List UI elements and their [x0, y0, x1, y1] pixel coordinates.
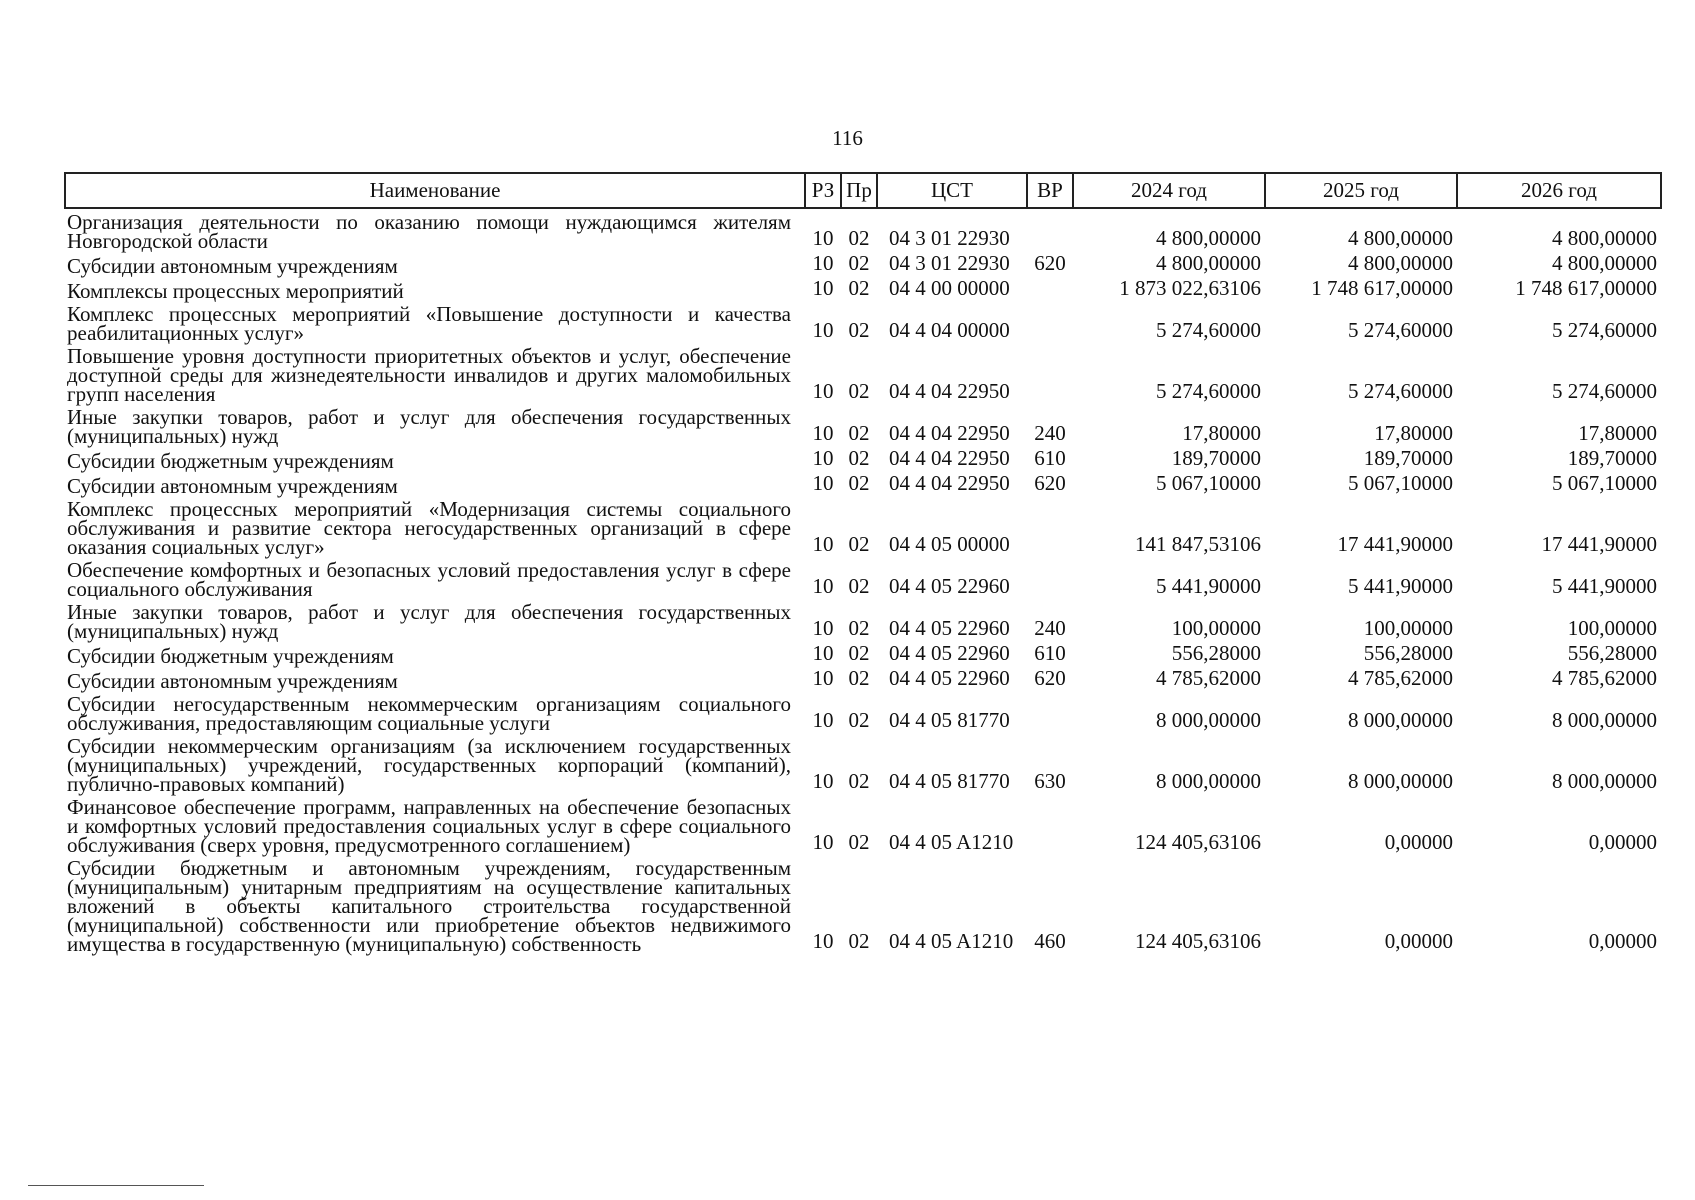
row-2024: 556,28000 [1171, 641, 1261, 665]
row-vr [1027, 557, 1073, 599]
table-row [65, 557, 1661, 599]
row-cst: 04 4 00 00000 [889, 276, 1010, 300]
row-rz: 10 [812, 769, 834, 793]
row-cst: 04 4 05 A1210 [889, 929, 1014, 953]
row-rz: 10 [812, 251, 834, 275]
table-row [65, 471, 1661, 496]
row-vr: 620 [1034, 666, 1066, 690]
table-row [65, 446, 1661, 471]
row-2026: 0,00000 [1588, 929, 1657, 953]
row-rz: 10 [812, 929, 834, 953]
row-2025: 0,00000 [1384, 830, 1453, 854]
row-2024: 124 405,63106 [1135, 830, 1261, 854]
row-2025: 1 748 617,00000 [1311, 276, 1453, 300]
row-rz: 10 [812, 616, 834, 640]
header-pr: Пр [841, 173, 877, 208]
table-row [65, 208, 1661, 251]
row-2024: 5 274,60000 [1156, 379, 1261, 403]
row-pr: 02 [848, 446, 870, 470]
row-cst: 04 4 04 00000 [889, 318, 1010, 342]
table-row [65, 301, 1661, 343]
row-name: Комплекс процессных мероприятий «Повышение доступности и качества реабилитационных услуг» [67, 302, 791, 345]
row-name: Повышение уровня доступности приоритетных объектов и услуг, обеспечение доступной среды для жизнедеятельности инвалидов и других маломобильных групп населения [67, 344, 791, 406]
row-2025: 5 274,60000 [1348, 379, 1453, 403]
table-row [65, 641, 1661, 666]
page-number: 116 [832, 126, 863, 150]
row-2025: 17,80000 [1374, 421, 1453, 445]
row-vr: 240 [1034, 616, 1066, 640]
row-rz: 10 [812, 830, 834, 854]
row-pr: 02 [848, 666, 870, 690]
row-2026: 8 000,00000 [1552, 769, 1657, 793]
table-header [65, 173, 1661, 208]
row-vr: 620 [1034, 251, 1066, 275]
row-2026: 4 800,00000 [1552, 226, 1657, 250]
row-2025: 5 274,60000 [1348, 318, 1453, 342]
table-row [65, 496, 1661, 557]
header-rz: РЗ [805, 173, 841, 208]
row-cst: 04 4 05 22960 [889, 616, 1010, 640]
row-pr: 02 [848, 532, 870, 556]
row-name: Субсидии автономным учреждениям [67, 474, 398, 498]
row-cst: 04 4 05 22960 [889, 641, 1010, 665]
row-rz: 10 [812, 532, 834, 556]
row-name: Субсидии некоммерческим организациям (за исключением государственных (муниципальных) учреждений, государственных корпораций (компаний), публично-правовых компаний) [67, 734, 791, 796]
row-rz: 10 [812, 318, 834, 342]
header-cst: ЦСТ [877, 173, 1027, 208]
row-name: Субсидии негосударственным некоммерческим организациям социального обслуживания, предоставляющим социальные услуги [67, 692, 791, 735]
row-2026: 17 441,90000 [1541, 532, 1657, 556]
row-2024: 124 405,63106 [1135, 929, 1261, 953]
header-2025: 2025 год [1265, 173, 1457, 208]
row-2026: 100,00000 [1567, 616, 1657, 640]
row-pr: 02 [848, 769, 870, 793]
row-2026: 5 274,60000 [1552, 318, 1657, 342]
row-pr: 02 [848, 379, 870, 403]
row-pr: 02 [848, 421, 870, 445]
row-2025: 556,28000 [1363, 641, 1453, 665]
row-cst: 04 4 05 A1210 [889, 830, 1014, 854]
row-cst: 04 3 01 22930 [889, 251, 1010, 275]
row-cst: 04 4 05 81770 [889, 708, 1010, 732]
row-pr: 02 [848, 276, 870, 300]
row-2024: 5 067,10000 [1156, 471, 1261, 495]
row-2026: 17,80000 [1578, 421, 1657, 445]
table-row [65, 855, 1661, 954]
row-vr [1027, 208, 1073, 251]
row-vr: 610 [1034, 641, 1066, 665]
budget-table [64, 172, 1662, 954]
row-2026: 8 000,00000 [1552, 708, 1657, 732]
table-row [65, 666, 1661, 691]
row-vr [1027, 276, 1073, 301]
row-2025: 5 067,10000 [1348, 471, 1453, 495]
row-pr: 02 [848, 471, 870, 495]
row-2025: 4 800,00000 [1348, 226, 1453, 250]
row-2025: 0,00000 [1384, 929, 1453, 953]
row-name: Организация деятельности по оказанию помощи нуждающимся жителям Новгородской области [67, 210, 791, 253]
row-2025: 8 000,00000 [1348, 769, 1453, 793]
row-vr [1027, 691, 1073, 733]
row-2026: 4 785,62000 [1552, 666, 1657, 690]
row-2025: 189,70000 [1363, 446, 1453, 470]
row-2024: 4 785,62000 [1156, 666, 1261, 690]
row-2026: 0,00000 [1588, 830, 1657, 854]
row-vr [1027, 496, 1073, 557]
row-2025: 17 441,90000 [1337, 532, 1453, 556]
row-pr: 02 [848, 251, 870, 275]
table-row [65, 733, 1661, 794]
row-cst: 04 4 04 22950 [889, 379, 1010, 403]
row-rz: 10 [812, 276, 834, 300]
row-vr: 240 [1034, 421, 1066, 445]
row-rz: 10 [812, 641, 834, 665]
row-2024: 8 000,00000 [1156, 769, 1261, 793]
header-2024: 2024 год [1073, 173, 1265, 208]
header-2026: 2026 год [1457, 173, 1661, 208]
row-2026: 189,70000 [1567, 446, 1657, 470]
row-rz: 10 [812, 379, 834, 403]
row-2025: 4 800,00000 [1348, 251, 1453, 275]
row-cst: 04 4 05 22960 [889, 574, 1010, 598]
row-rz: 10 [812, 574, 834, 598]
row-2024: 17,80000 [1182, 421, 1261, 445]
row-name: Субсидии бюджетным и автономным учреждениям, государственным (муниципальным) унитарным предприятиям на осуществление капитальных вложений в объекты капитального строительства государственной (муниципальной) собственности или приобретение объектов недвижимого имущества в государственную (муниципальную) собственность [67, 856, 791, 956]
header-vr: ВР [1027, 173, 1073, 208]
row-vr [1027, 794, 1073, 855]
row-2024: 189,70000 [1171, 446, 1261, 470]
row-pr: 02 [848, 318, 870, 342]
budget-table-container [64, 172, 1660, 954]
row-name: Иные закупки товаров, работ и услуг для обеспечения государственных (муниципальных) нужд [67, 600, 791, 643]
table-row [65, 794, 1661, 855]
header-name: Наименование [65, 173, 805, 208]
row-2026: 5 067,10000 [1552, 471, 1657, 495]
row-cst: 04 4 04 22950 [889, 421, 1010, 445]
row-cst: 04 4 04 22950 [889, 471, 1010, 495]
row-rz: 10 [812, 421, 834, 445]
row-name: Комплексы процессных мероприятий [67, 279, 404, 303]
row-2026: 4 800,00000 [1552, 251, 1657, 275]
table-row [65, 404, 1661, 446]
row-pr: 02 [848, 616, 870, 640]
row-2024: 4 800,00000 [1156, 251, 1261, 275]
row-2024: 100,00000 [1171, 616, 1261, 640]
row-rz: 10 [812, 666, 834, 690]
row-2026: 556,28000 [1567, 641, 1657, 665]
table-row [65, 276, 1661, 301]
row-vr [1027, 301, 1073, 343]
row-name: Обеспечение комфортных и безопасных условий предоставления услуг в сфере социального обслуживания [67, 558, 791, 601]
row-2026: 1 748 617,00000 [1515, 276, 1657, 300]
row-pr: 02 [848, 574, 870, 598]
table-row [65, 251, 1661, 276]
row-name: Субсидии бюджетным учреждениям [67, 449, 394, 473]
header-row [65, 173, 1661, 208]
table-row [65, 343, 1661, 404]
row-rz: 10 [812, 471, 834, 495]
row-vr: 630 [1034, 769, 1066, 793]
row-2024: 5 274,60000 [1156, 318, 1261, 342]
footer-divider [28, 1185, 204, 1186]
row-pr: 02 [848, 226, 870, 250]
table-row [65, 599, 1661, 641]
table-row [65, 691, 1661, 733]
row-pr: 02 [848, 929, 870, 953]
row-2024: 5 441,90000 [1156, 574, 1261, 598]
table-body [65, 208, 1661, 954]
row-rz: 10 [812, 446, 834, 470]
row-vr: 620 [1034, 471, 1066, 495]
row-2024: 141 847,53106 [1135, 532, 1261, 556]
row-rz: 10 [812, 708, 834, 732]
row-2024: 4 800,00000 [1156, 226, 1261, 250]
row-2024: 8 000,00000 [1156, 708, 1261, 732]
row-cst: 04 4 05 81770 [889, 769, 1010, 793]
row-pr: 02 [848, 708, 870, 732]
row-vr: 460 [1034, 929, 1066, 953]
row-2025: 8 000,00000 [1348, 708, 1453, 732]
row-2025: 100,00000 [1363, 616, 1453, 640]
row-cst: 04 4 04 22950 [889, 446, 1010, 470]
row-name: Комплекс процессных мероприятий «Модернизация системы социального обслуживания и развитие сектора негосударственных организаций в сфере оказания социальных услуг» [67, 497, 791, 559]
row-cst: 04 3 01 22930 [889, 226, 1010, 250]
row-2026: 5 441,90000 [1552, 574, 1657, 598]
row-2026: 5 274,60000 [1552, 379, 1657, 403]
row-name: Субсидии бюджетным учреждениям [67, 644, 394, 668]
row-pr: 02 [848, 830, 870, 854]
row-cst: 04 4 05 00000 [889, 532, 1010, 556]
row-name: Субсидии автономным учреждениям [67, 669, 398, 693]
row-vr: 610 [1034, 446, 1066, 470]
row-name: Финансовое обеспечение программ, направленных на обеспечение безопасных и комфортных условий предоставления социальных услуг в сфере социального обслуживания (сверх уровня, предусмотренного соглашением) [67, 795, 791, 857]
row-pr: 02 [848, 641, 870, 665]
row-vr [1027, 343, 1073, 404]
row-2025: 5 441,90000 [1348, 574, 1453, 598]
row-name: Субсидии автономным учреждениям [67, 254, 398, 278]
row-2025: 4 785,62000 [1348, 666, 1453, 690]
row-cst: 04 4 05 22960 [889, 666, 1010, 690]
row-rz: 10 [812, 226, 834, 250]
row-name: Иные закупки товаров, работ и услуг для обеспечения государственных (муниципальных) нужд [67, 405, 791, 448]
row-2024: 1 873 022,63106 [1119, 276, 1261, 300]
